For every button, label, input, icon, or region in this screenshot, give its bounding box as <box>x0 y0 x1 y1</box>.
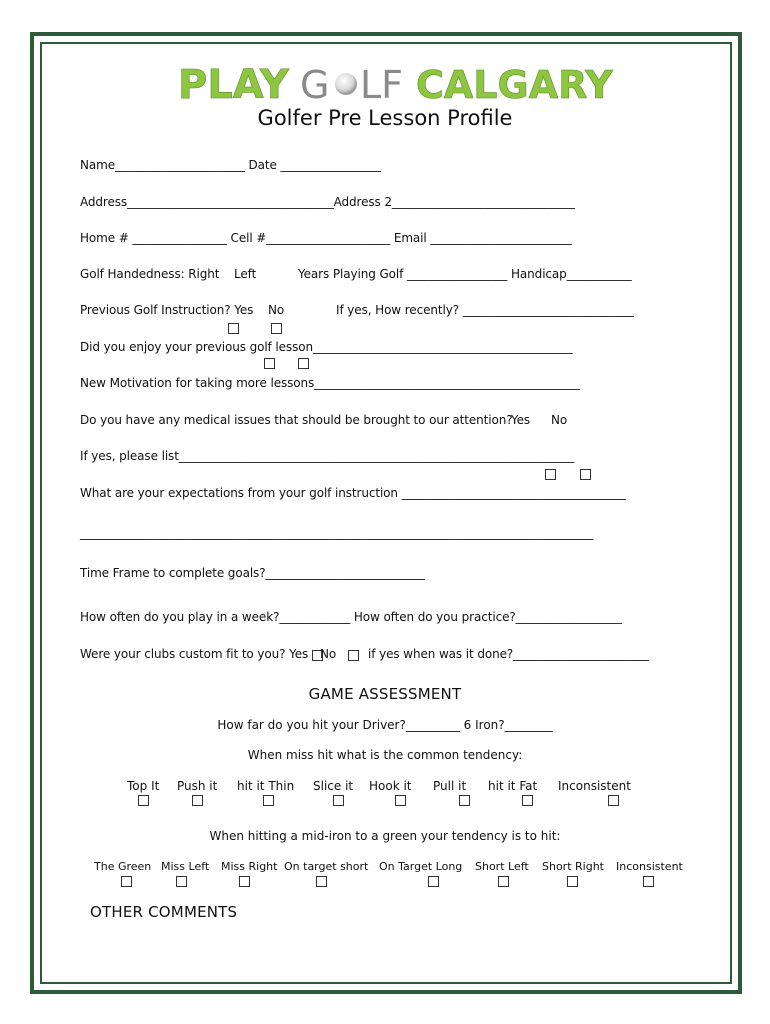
miss-hit-option-push-it: Push it <box>177 779 218 793</box>
game-assessment-heading: GAME ASSESSMENT <box>308 685 462 703</box>
logo-golf-g-text: G <box>300 63 330 107</box>
medical-yes-checkbox[interactable] <box>545 469 556 480</box>
miss-hit-option-top-it: Top It <box>127 779 160 793</box>
medical-no-label: No <box>551 413 568 427</box>
miss-hit-option-slice-it: Slice it <box>313 779 354 793</box>
miss-hit-slice-it-checkbox[interactable] <box>333 795 344 806</box>
mid-iron-option-miss-left: Miss Left <box>161 860 210 873</box>
play-practice-frequency-line[interactable]: How often do you play in a week?____________ How often do you practice?__________________ <box>80 610 622 624</box>
miss-hit-pull-it-checkbox[interactable] <box>459 795 470 806</box>
new-motivation-line[interactable]: New Motivation for taking more lessons_____________________________________________ <box>80 376 580 390</box>
handedness-label: Golf Handedness: Right <box>80 267 220 281</box>
expectations-line[interactable]: What are your expectations from your golf instruction ______________________________________ <box>80 486 626 500</box>
logo-play-text: PLAY <box>178 62 289 108</box>
handedness-right-checkbox[interactable] <box>264 358 275 369</box>
medical-yes-label: Yes <box>511 413 531 427</box>
name-date-line[interactable]: Name______________________ Date _________________ <box>80 158 381 172</box>
play-golf-calgary-logo <box>178 60 628 110</box>
logo-calgary-text: CALGARY <box>416 63 613 107</box>
previous-instruction-no-checkbox[interactable] <box>271 323 282 334</box>
mid-iron-option-inconsistent: Inconsistent <box>616 860 683 873</box>
other-comments-heading: OTHER COMMENTS <box>90 903 238 921</box>
custom-fit-when-line[interactable]: if yes when was it done?_______________________ <box>368 647 649 661</box>
medical-issues-label: Do you have any medical issues that should be brought to our attention? <box>80 413 513 427</box>
previous-instruction-label: Previous Golf Instruction? Yes <box>80 303 254 317</box>
enjoy-previous-lesson-line[interactable]: Did you enjoy your previous golf lesson____________________________________________ <box>80 340 573 354</box>
custom-fit-label: Were your clubs custom fit to you? Yes <box>80 647 309 661</box>
mid-iron-option-on-target-short: On target short <box>284 860 369 873</box>
handedness-left-checkbox[interactable] <box>298 358 309 369</box>
miss-hit-fat-checkbox[interactable] <box>522 795 533 806</box>
mid-iron-on-target-short-checkbox[interactable] <box>316 876 327 887</box>
mid-iron-miss-left-checkbox[interactable] <box>176 876 187 887</box>
medical-list-line[interactable]: If yes, please list___________________________________________________________________ <box>80 449 575 463</box>
mid-iron-miss-right-checkbox[interactable] <box>239 876 250 887</box>
address-line[interactable]: Address___________________________________Address 2_______________________________ <box>80 195 575 209</box>
mid-iron-the-green-checkbox[interactable] <box>121 876 132 887</box>
miss-hit-option-hook-it: Hook it <box>369 779 412 793</box>
years-playing-handicap-line[interactable]: Years Playing Golf _________________ Handicap___________ <box>298 267 632 281</box>
expectations-continuation-line[interactable]: _______________________________________________________________________________________ <box>80 526 594 540</box>
mid-iron-option-miss-right: Miss Right <box>221 860 278 873</box>
miss-hit-inconsistent-checkbox[interactable] <box>608 795 619 806</box>
mid-iron-option-short-right: Short Right <box>542 860 604 873</box>
miss-hit-option-hit-it-thin: hit it Thin <box>237 779 295 793</box>
miss-hit-option-hit-it-fat: hit it Fat <box>488 779 538 793</box>
miss-hit-hook-it-checkbox[interactable] <box>395 795 406 806</box>
golf-ball-icon <box>335 73 357 95</box>
miss-hit-push-it-checkbox[interactable] <box>192 795 203 806</box>
mid-iron-option-the-green: The Green <box>94 860 152 873</box>
miss-hit-question: When miss hit what is the common tendency: <box>247 748 523 762</box>
time-frame-line[interactable]: Time Frame to complete goals?___________________________ <box>80 566 425 580</box>
logo-golf-lf-text: LF <box>360 63 404 107</box>
mid-iron-on-target-long-checkbox[interactable] <box>428 876 439 887</box>
mid-iron-short-right-checkbox[interactable] <box>567 876 578 887</box>
previous-instruction-yes-checkbox[interactable] <box>228 323 239 334</box>
driver-iron-distance-line[interactable]: How far do you hit your Driver?_________ 6 Iron?________ <box>217 718 553 732</box>
mid-iron-inconsistent-checkbox[interactable] <box>643 876 654 887</box>
previous-instruction-no-label: No <box>268 303 285 317</box>
medical-no-checkbox[interactable] <box>580 469 591 480</box>
miss-hit-top-it-checkbox[interactable] <box>138 795 149 806</box>
custom-fit-no-checkbox[interactable] <box>348 650 359 661</box>
how-recently-line[interactable]: If yes, How recently? _____________________________ <box>336 303 634 317</box>
mid-iron-option-on-target-long: On Target Long <box>379 860 463 873</box>
page-title: Golfer Pre Lesson Profile <box>257 106 513 130</box>
mid-iron-option-short-left: Short Left <box>475 860 529 873</box>
mid-iron-question: When hitting a mid-iron to a green your tendency is to hit: <box>209 829 561 843</box>
custom-fit-no-label: No <box>320 647 337 661</box>
miss-hit-option-inconsistent: Inconsistent <box>558 779 631 793</box>
miss-hit-thin-checkbox[interactable] <box>263 795 274 806</box>
miss-hit-option-pull-it: Pull it <box>433 779 467 793</box>
home-cell-email-line[interactable]: Home # ________________ Cell #_____________________ Email ________________________ <box>80 231 572 245</box>
handedness-left-label: Left <box>234 267 257 281</box>
mid-iron-short-left-checkbox[interactable] <box>498 876 509 887</box>
